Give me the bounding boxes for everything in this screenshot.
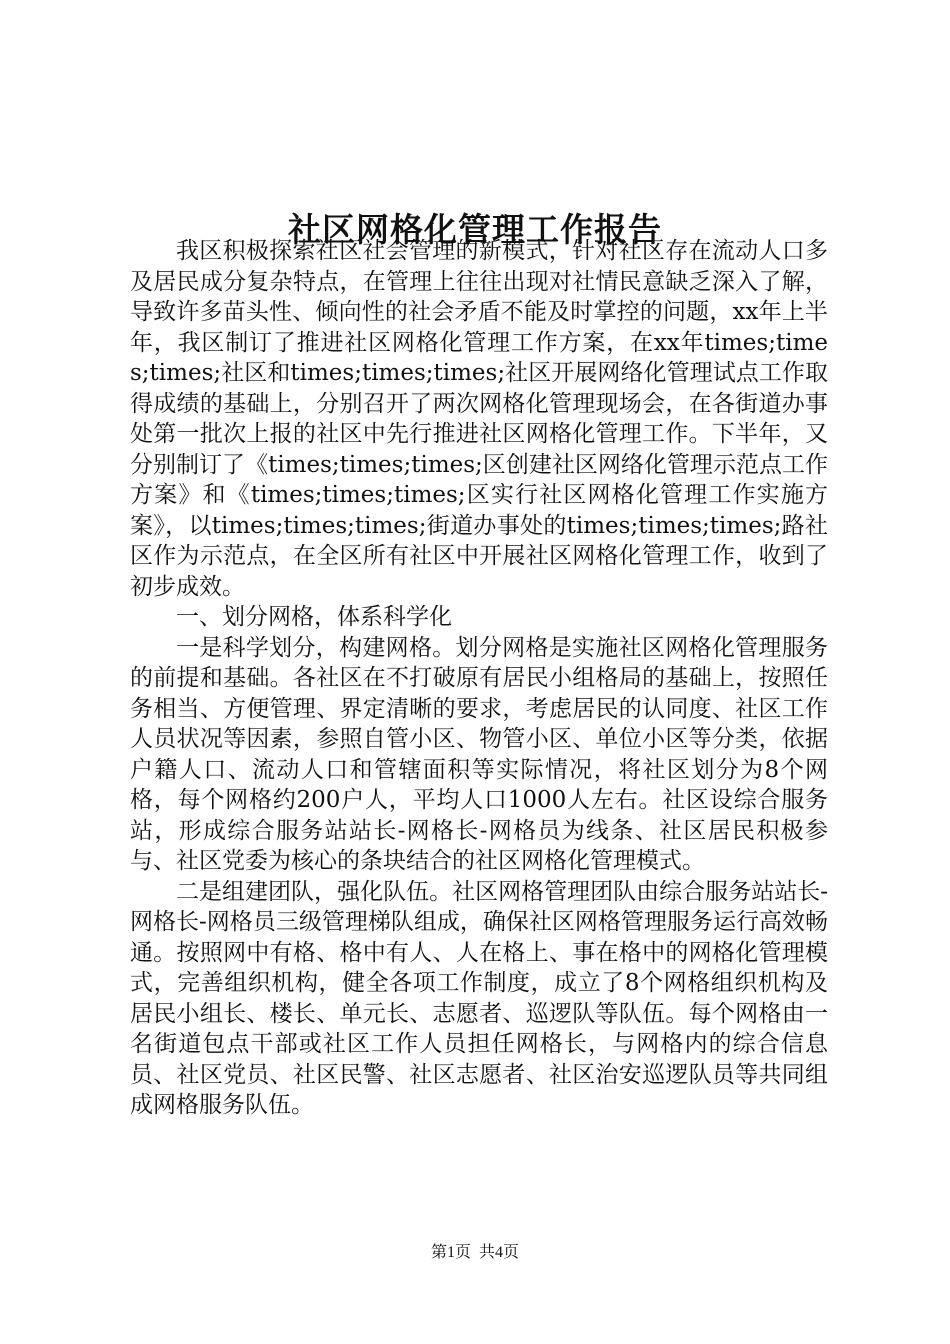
intro-paragraph: 我区积极探索社区社会管理的新模式，针对社区存在流动人口多及居民成分复杂特点，在管理上往往出现对社情民意缺乏深入了解，导致许多苗头性、倾向性的社会矛盾不能及时掌控的问题，xx年上半年，我区制订了推进社区网格化管理工作方案，在xx年times;times;times;社区和times;times;times;社区开展网络化管理试点工作取得成绩的基础上，分别召开了两次网格化管理现场会，在各街道办事处第一批次上报的社区中先行推进社区网格化管理工作。下半年，又分别制订了《times;times;times;区创建社区网络化管理示范点工作方案》和《times;times;times;区实行社区网格化管理工作实施方案》，以times;times;times;街道办事处的times;times;times;路社区作为示范点，在全区所有社区中开展社区网格化管理工作，收到了初步成效。 xyxy=(130,238,828,600)
page-number: 第1页 xyxy=(430,1244,471,1261)
paragraph-grid-division: 一是科学划分，构建网格。划分网格是实施社区网格化管理服务的前提和基础。各社区在不打破原有居民小组格局的基础上，按照任务相当、方便管理、界定清晰的要求，考虑居民的认同度、社区工作人员状况等因素，参照自管小区、物管小区、单位小区等分类，依据户籍人口、流动人口和管辖面积等实际情况，将社区划分为8个网格，每个网格约200户人，平均人口1000人左右。社区设综合服务站，形成综合服务站站长-网格长-网格员为线条、社区居民积极参与、社区党委为核心的条块结合的社区网格化管理模式。 xyxy=(130,634,828,874)
document-title: 社区网格化管理工作报告 xyxy=(288,210,662,250)
page-total: 共4页 xyxy=(479,1244,520,1261)
section-heading: 一、划分网格，体系科学化 xyxy=(176,604,452,630)
paragraph-team-building: 二是组建团队，强化队伍。社区网格管理团队由综合服务站站长-网格长-网格员三级管理梯队组成，确保社区网格管理服务运行高效畅通。按照网中有格、格中有人、人在格上、事在格中的网格化管理模式，完善组织机构，健全各项工作制度，成立了8个网格组织机构及居民小组长、楼长、单元长、志愿者、巡逻队等队伍。每个网格由一名街道包点干部或社区工作人员担任网格长，与网格内的综合信息员、社区党员、社区民警、社区志愿者、社区治安巡逻队员等共同组成网格服务队伍。 xyxy=(130,878,828,1118)
page-footer xyxy=(0,1241,950,1265)
document-body xyxy=(130,236,828,1121)
